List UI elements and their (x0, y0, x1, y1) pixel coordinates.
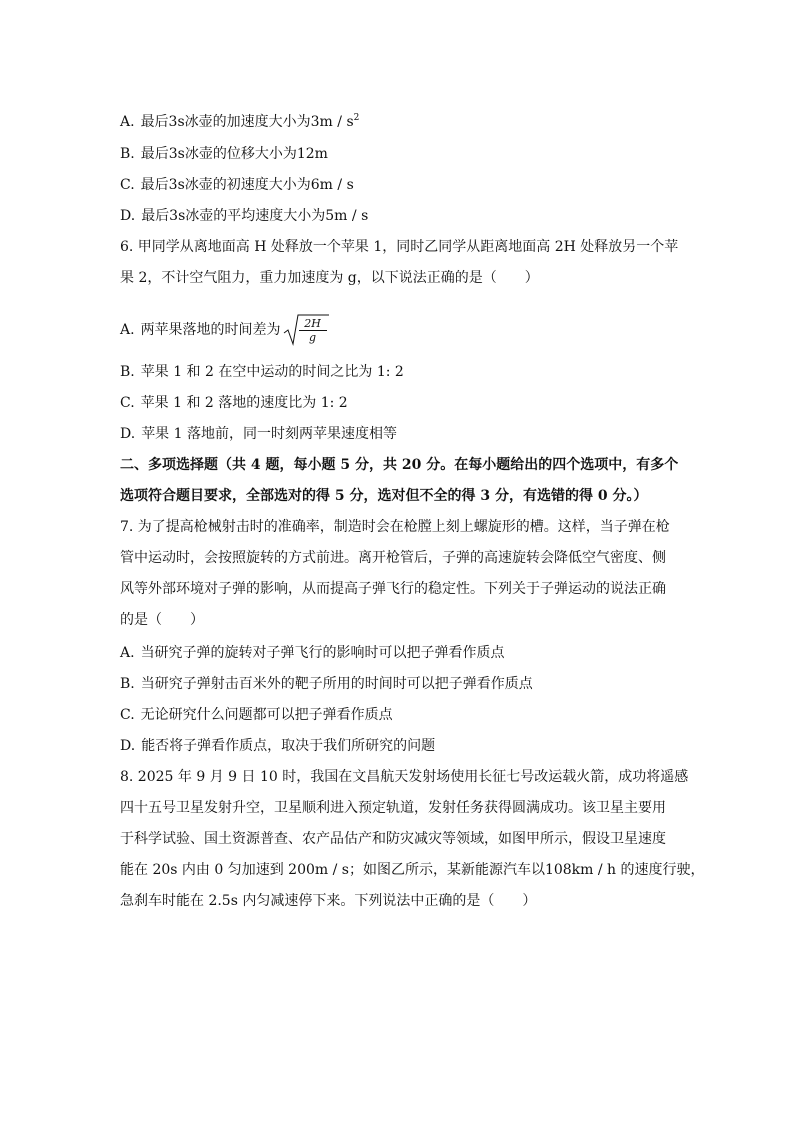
option-letter: C. (120, 395, 135, 411)
superscript: 2 (353, 113, 360, 123)
q7-stem-line-3: 风等外部环境对子弹的影响，从而提高子弹飞行的稳定性。下列关于子弹运动的说法正确 (120, 581, 666, 597)
q6-option-a (120, 314, 329, 346)
section-heading-line-2: 选项符合题目要求，全部选对的得 5 分，选对但不全的得 3 分，有选错的得 0 分。） (120, 488, 648, 504)
q6-option-b (120, 362, 404, 382)
q7-option-a (120, 643, 505, 663)
option-letter: D. (120, 738, 136, 754)
option-letter: A. (120, 322, 135, 338)
q7-stem-line-4: 的是（ ） (120, 612, 204, 628)
option-text: 苹果 1 和 2 在空中运动的时间之比为 1: 2 (140, 364, 404, 380)
option-letter: A. (120, 645, 135, 661)
fraction-denominator: g (309, 331, 317, 344)
option-text: 最后3s冰壶的平均速度大小为5m / s (141, 208, 369, 224)
option-text: 当研究子弹射击百米外的靶子所用的时间时可以把子弹看作质点 (140, 676, 533, 692)
sqrt-expression (283, 314, 329, 346)
q6-stem-line-2: 果 2，不计空气阻力，重力加速度为 g，以下说法正确的是（ ） (120, 270, 539, 286)
option-letter: D. (120, 208, 136, 224)
section-heading-line-1: 二、多项选择题（共 4 题，每小题 5 分，共 20 分。在每小题给出的四个选项中，有多个 (120, 457, 679, 473)
option-text: 最后3s冰壶的初速度大小为6m / s (140, 177, 354, 193)
option-letter: C. (120, 707, 135, 723)
option-text: 当研究子弹的旋转对子弹飞行的影响时可以把子弹看作质点 (140, 645, 505, 661)
q5-option-a (120, 108, 359, 132)
option-letter: B. (120, 146, 135, 162)
q8-stem-line-5: 急刹车时能在 2.5s 内匀减速停下来。下列说法中正确的是（ ） (120, 893, 537, 909)
option-letter: B. (120, 364, 135, 380)
option-letter: A. (120, 114, 135, 130)
q7-stem-line-1: 7. 为了提高枪械射击时的准确率，制造时会在枪膛上刻上螺旋形的槽。这样，当子弹在枪 (120, 519, 670, 535)
option-text: 最后3s冰壶的加速度大小为3m / s (140, 114, 354, 130)
q6-stem-line-1: 6. 甲同学从离地面高 H 处释放一个苹果 1，同时乙同学从距离地面高 2H 处释放另一个苹 (120, 239, 679, 255)
q6-option-c (120, 393, 348, 413)
q5-option-d (120, 206, 368, 226)
option-text: 最后3s冰壶的位移大小为12m (140, 146, 328, 162)
q5-option-b (120, 144, 328, 164)
fraction-numerator: 2H (299, 317, 327, 331)
q5-option-c (120, 175, 354, 195)
q8-stem-line-1: 8. 2025 年 9 月 9 日 10 时，我国在文昌航天发射场使用长征七号改运载火箭，成功将遥感 (120, 769, 689, 785)
option-text: 两苹果落地的时间差为 (140, 322, 281, 338)
option-text: 苹果 1 和 2 落地的速度比为 1: 2 (140, 395, 348, 411)
option-letter: C. (120, 177, 135, 193)
q8-stem-line-2: 四十五号卫星发射升空，卫星顺利进入预定轨道，发射任务获得圆满成功。该卫星主要用 (120, 800, 666, 816)
option-text: 无论研究什么问题都可以把子弹看作质点 (140, 707, 393, 723)
q7-option-c (120, 705, 393, 725)
q7-stem-line-2: 管中运动时，会按照旋转的方式前进。离开枪管后，子弹的高速旋转会降低空气密度、侧 (120, 550, 666, 566)
option-text: 能否将子弹看作质点，取决于我们所研究的问题 (141, 738, 436, 754)
option-text: 苹果 1 落地前，同一时刻两苹果速度相等 (141, 426, 397, 442)
option-letter: D. (120, 426, 136, 442)
fraction (299, 317, 327, 344)
q7-option-d (120, 736, 435, 756)
q7-option-b (120, 674, 533, 694)
option-letter: B. (120, 676, 135, 692)
q8-stem-line-4: 能在 20s 内由 0 匀加速到 200m / s；如图乙所示，某新能源汽车以108km / h 的速度行驶， (120, 862, 705, 878)
q6-option-d (120, 424, 397, 444)
q8-stem-line-3: 于科学试验、国土资源普查、农产品估产和防灾减灾等领域，如图甲所示，假设卫星速度 (120, 831, 666, 847)
